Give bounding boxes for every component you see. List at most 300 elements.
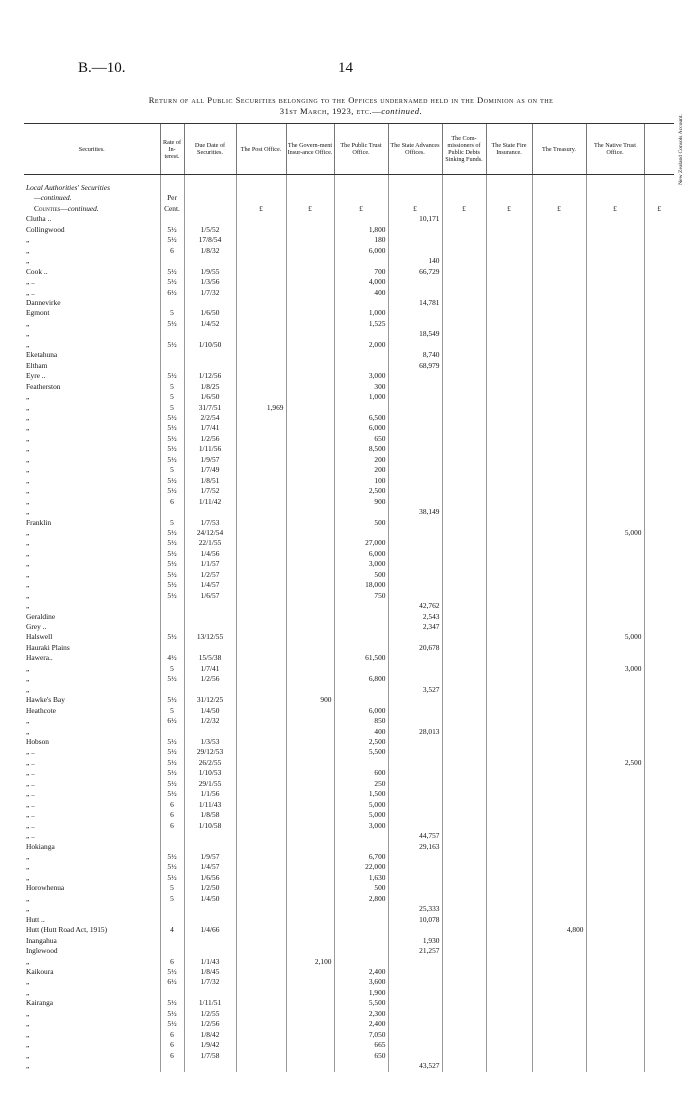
- cell-security: „: [26, 674, 30, 684]
- cell-treasury: [532, 476, 586, 486]
- cell-sinking-funds: [442, 497, 486, 507]
- cell-native-trust: [586, 904, 644, 914]
- cell-public-trust: 400: [334, 288, 388, 298]
- cell-public-trust: 3,000: [334, 371, 388, 381]
- cell-consols: [644, 350, 674, 360]
- cell-security: Inglewood: [26, 946, 58, 956]
- cell-state-fire: [486, 842, 532, 852]
- cell-sinking-funds: [442, 1030, 486, 1040]
- cell-post-office: [236, 434, 286, 444]
- cell-rate: [160, 622, 184, 632]
- table-row: [24, 225, 674, 235]
- cell-state-advances: [388, 988, 442, 998]
- cell-public-trust: 650: [334, 434, 388, 444]
- table-row: [24, 319, 674, 329]
- cell-state-fire: [486, 298, 532, 308]
- cell-treasury: [532, 528, 586, 538]
- table-row: [24, 967, 674, 977]
- cell-security: „: [26, 977, 30, 987]
- cell-security: „: [26, 1019, 30, 1029]
- cell-consols: [644, 601, 674, 611]
- cell-post-office: [236, 392, 286, 402]
- table-row: [24, 361, 674, 371]
- cell-consols: [644, 497, 674, 507]
- cell-security: „ ..: [26, 789, 35, 799]
- cell-state-advances: [388, 957, 442, 967]
- cell-public-trust: [334, 904, 388, 914]
- table-row: [24, 329, 674, 339]
- cell-security: Hauraki Plains: [26, 642, 70, 652]
- cell-state-fire: [486, 925, 532, 935]
- table-row: [24, 465, 674, 475]
- cell-state-fire: [486, 737, 532, 747]
- cell-native-trust: [586, 601, 644, 611]
- cell-consols: [644, 308, 674, 318]
- cell-consols: [644, 653, 674, 663]
- cell-state-advances: [388, 1040, 442, 1050]
- cell-govt-insurance: [286, 800, 334, 810]
- cell-treasury: [532, 779, 586, 789]
- cell-native-trust: [586, 977, 644, 987]
- cell-sinking-funds: [442, 580, 486, 590]
- cell-security: Collingwood: [26, 224, 65, 234]
- cell-security: Eltham: [26, 360, 48, 370]
- cell-state-advances: [388, 570, 442, 580]
- cell-govt-insurance: [286, 277, 334, 287]
- cell-rate: 5½: [160, 695, 184, 705]
- cell-state-fire: [486, 1030, 532, 1040]
- cell-due-date: [184, 361, 236, 371]
- cell-rate: 5½: [160, 413, 184, 423]
- cell-native-trust: [586, 1019, 644, 1029]
- cell-sinking-funds: [442, 789, 486, 799]
- cell-govt-insurance: [286, 538, 334, 548]
- cell-consols: [644, 789, 674, 799]
- cell-rate: 5½: [160, 852, 184, 862]
- cell-treasury: [532, 225, 586, 235]
- cell-security: „: [26, 507, 30, 517]
- cell-post-office: [236, 768, 286, 778]
- cell-due-date: [184, 936, 236, 946]
- cell-state-advances: [388, 382, 442, 392]
- cell-rate: 5½: [160, 873, 184, 883]
- cell-due-date: 1/2/32: [184, 716, 236, 726]
- cell-due-date: 1/8/45: [184, 967, 236, 977]
- cell-treasury: [532, 434, 586, 444]
- cell-treasury: [532, 361, 586, 371]
- cell-due-date: [184, 256, 236, 266]
- cell-rate: 6½: [160, 977, 184, 987]
- cell-sinking-funds: [442, 403, 486, 413]
- cell-govt-insurance: [286, 225, 334, 235]
- cell-security: „: [26, 339, 30, 349]
- cell-public-trust: 6,000: [334, 423, 388, 433]
- cell-native-trust: [586, 883, 644, 893]
- cell-treasury: [532, 497, 586, 507]
- table-row: [24, 1030, 674, 1040]
- cell-security: Featherston: [26, 381, 61, 391]
- cell-post-office: [236, 925, 286, 935]
- cell-public-trust: 1,500: [334, 789, 388, 799]
- cell-security: „: [26, 412, 30, 422]
- subheading-continued: continued.: [67, 203, 99, 213]
- cell-public-trust: [334, 1061, 388, 1071]
- cell-due-date: 1/7/41: [184, 423, 236, 433]
- cell-state-fire: [486, 434, 532, 444]
- cell-consols: [644, 1061, 674, 1071]
- cell-native-trust: [586, 267, 644, 277]
- cell-state-advances: [388, 288, 442, 298]
- cell-treasury: [532, 1019, 586, 1029]
- cell-rate: [160, 612, 184, 622]
- cell-treasury: [532, 612, 586, 622]
- cell-post-office: [236, 256, 286, 266]
- table-row: [24, 538, 674, 548]
- col-header-rate: Rate of In-terest.: [160, 124, 184, 175]
- cell-state-advances: [388, 758, 442, 768]
- cell-due-date: 1/7/32: [184, 288, 236, 298]
- cell-sinking-funds: [442, 852, 486, 862]
- cell-native-trust: [586, 225, 644, 235]
- cell-post-office: [236, 340, 286, 350]
- cell-rate: 5½: [160, 967, 184, 977]
- table-row: [24, 862, 674, 872]
- cell-security: „: [26, 444, 30, 454]
- cell-rate: 5: [160, 382, 184, 392]
- col-header-state-advances: The State Advances Offices.: [388, 124, 442, 175]
- cell-state-fire: [486, 570, 532, 580]
- cell-public-trust: [334, 298, 388, 308]
- cell-sinking-funds: [442, 622, 486, 632]
- cell-public-trust: 2,500: [334, 486, 388, 496]
- cell-govt-insurance: [286, 288, 334, 298]
- cell-state-advances: 21,257: [388, 946, 442, 956]
- cell-state-fire: [486, 967, 532, 977]
- cell-public-trust: 300: [334, 382, 388, 392]
- cell-native-trust: [586, 538, 644, 548]
- table-row: [24, 800, 674, 810]
- table-row: [24, 632, 674, 642]
- cell-state-fire: [486, 852, 532, 862]
- cell-state-advances: [388, 800, 442, 810]
- cell-due-date: 1/7/53: [184, 518, 236, 528]
- cell-sinking-funds: [442, 1009, 486, 1019]
- cell-due-date: 31/7/51: [184, 403, 236, 413]
- cell-due-date: 22/1/55: [184, 538, 236, 548]
- cell-treasury: [532, 267, 586, 277]
- cell-treasury: [532, 455, 586, 465]
- cell-state-fire: [486, 601, 532, 611]
- cell-due-date: 1/3/56: [184, 277, 236, 287]
- cell-treasury: [532, 382, 586, 392]
- cell-consols: [644, 1009, 674, 1019]
- cell-due-date: 1/7/32: [184, 977, 236, 987]
- cell-sinking-funds: [442, 570, 486, 580]
- cell-native-trust: [586, 455, 644, 465]
- cell-state-advances: [388, 277, 442, 287]
- cell-treasury: [532, 507, 586, 517]
- cell-consols: [644, 559, 674, 569]
- cell-govt-insurance: [286, 789, 334, 799]
- cell-consols: [644, 403, 674, 413]
- cell-security: „: [26, 684, 30, 694]
- cell-state-fire: [486, 235, 532, 245]
- cell-native-trust: [586, 423, 644, 433]
- cell-state-fire: [486, 779, 532, 789]
- cell-state-fire: [486, 423, 532, 433]
- table-row: [24, 852, 674, 862]
- cell-consols: [644, 361, 674, 371]
- cell-security: „: [26, 580, 30, 590]
- cell-rate: 5½: [160, 423, 184, 433]
- table-row: [24, 883, 674, 893]
- currency-symbol: £: [532, 204, 586, 214]
- cell-treasury: [532, 716, 586, 726]
- table-row: [24, 570, 674, 580]
- cell-post-office: [236, 329, 286, 339]
- cell-security: „ ..: [26, 810, 35, 820]
- cell-consols: [644, 998, 674, 1008]
- cell-govt-insurance: [286, 842, 334, 852]
- cell-native-trust: [586, 288, 644, 298]
- cell-govt-insurance: [286, 528, 334, 538]
- cell-rate: 5: [160, 894, 184, 904]
- cell-state-advances: [388, 789, 442, 799]
- cell-sinking-funds: [442, 831, 486, 841]
- cell-due-date: 1/4/52: [184, 319, 236, 329]
- table-row: [24, 622, 674, 632]
- cell-public-trust: 6,700: [334, 852, 388, 862]
- cell-state-fire: [486, 455, 532, 465]
- cell-state-advances: [388, 653, 442, 663]
- cell-consols: [644, 810, 674, 820]
- cell-due-date: 1/4/57: [184, 862, 236, 872]
- cell-due-date: 1/7/52: [184, 486, 236, 496]
- cell-rate: [160, 842, 184, 852]
- cell-public-trust: 400: [334, 727, 388, 737]
- cell-sinking-funds: [442, 674, 486, 684]
- cell-state-fire: [486, 800, 532, 810]
- table-row: [24, 413, 674, 423]
- cell-treasury: [532, 632, 586, 642]
- table-row: [24, 957, 674, 967]
- cell-public-trust: [334, 831, 388, 841]
- table-row: [24, 371, 674, 381]
- section-heading-row-2: [24, 193, 674, 203]
- cell-sinking-funds: [442, 842, 486, 852]
- cell-consols: [644, 1030, 674, 1040]
- section-heading-row: [24, 183, 674, 193]
- cell-security: „: [26, 486, 30, 496]
- cell-rate: [160, 727, 184, 737]
- cell-sinking-funds: [442, 695, 486, 705]
- cell-due-date: [184, 643, 236, 653]
- cell-due-date: [184, 946, 236, 956]
- cell-govt-insurance: [286, 518, 334, 528]
- cell-post-office: [236, 967, 286, 977]
- cell-post-office: [236, 308, 286, 318]
- cell-rate: 5½: [160, 789, 184, 799]
- cell-treasury: [532, 727, 586, 737]
- cell-treasury: [532, 800, 586, 810]
- cell-rate: [160, 350, 184, 360]
- cell-post-office: [236, 674, 286, 684]
- cell-native-trust: 2,500: [586, 758, 644, 768]
- cell-rate: [160, 361, 184, 371]
- cell-consols: [644, 507, 674, 517]
- cell-state-fire: [486, 486, 532, 496]
- cell-state-advances: [388, 319, 442, 329]
- cell-native-trust: [586, 329, 644, 339]
- cell-public-trust: 850: [334, 716, 388, 726]
- cell-native-trust: [586, 497, 644, 507]
- cell-govt-insurance: [286, 507, 334, 517]
- cell-security: Heathcote: [26, 705, 56, 715]
- cell-state-fire: [486, 915, 532, 925]
- cell-sinking-funds: [442, 225, 486, 235]
- cell-sinking-funds: [442, 977, 486, 987]
- cell-post-office: [236, 1051, 286, 1061]
- table-row: [24, 747, 674, 757]
- cell-treasury: [532, 1030, 586, 1040]
- table-row: [24, 308, 674, 318]
- cell-consols: [644, 423, 674, 433]
- cell-public-trust: [334, 403, 388, 413]
- cell-public-trust: 61,500: [334, 653, 388, 663]
- cell-consols: [644, 706, 674, 716]
- cell-state-advances: 8,740: [388, 350, 442, 360]
- cell-consols: [644, 1040, 674, 1050]
- cell-post-office: [236, 538, 286, 548]
- cell-state-fire: [486, 883, 532, 893]
- col-header-public-trust: The Public Trust Office.: [334, 124, 388, 175]
- cell-native-trust: [586, 235, 644, 245]
- cell-rate: 5½: [160, 674, 184, 684]
- cell-public-trust: [334, 622, 388, 632]
- table-row: [24, 842, 674, 852]
- cell-treasury: [532, 622, 586, 632]
- col-header-treasury: The Treasury.: [532, 124, 586, 175]
- cell-consols: [644, 340, 674, 350]
- cell-post-office: [236, 622, 286, 632]
- cell-post-office: [236, 685, 286, 695]
- table-row: [24, 434, 674, 444]
- cell-state-fire: [486, 664, 532, 674]
- cell-consols: [644, 852, 674, 862]
- cell-due-date: 1/1/43: [184, 957, 236, 967]
- cell-security: „ ..: [26, 287, 35, 297]
- cell-sinking-funds: [442, 455, 486, 465]
- cell-treasury: [532, 518, 586, 528]
- cell-govt-insurance: [286, 350, 334, 360]
- cell-rate: [160, 915, 184, 925]
- cell-native-trust: [586, 612, 644, 622]
- cell-security: „: [26, 590, 30, 600]
- cell-rate: 5½: [160, 768, 184, 778]
- table-header: [24, 113, 684, 185]
- cell-public-trust: 6,800: [334, 674, 388, 684]
- cell-treasury: [532, 842, 586, 852]
- table-row: [24, 392, 674, 402]
- cell-due-date: 1/11/42: [184, 497, 236, 507]
- cell-public-trust: 6,000: [334, 246, 388, 256]
- cell-treasury: [532, 904, 586, 914]
- cell-public-trust: 2,000: [334, 340, 388, 350]
- cell-consols: [644, 967, 674, 977]
- cell-security: „ ..: [26, 799, 35, 809]
- cell-rate: [160, 685, 184, 695]
- cell-security: „: [26, 496, 30, 506]
- cell-consols: [644, 716, 674, 726]
- cell-native-trust: 5,000: [586, 632, 644, 642]
- cell-security: „: [26, 329, 30, 339]
- table-row: [24, 214, 674, 224]
- cell-govt-insurance: [286, 810, 334, 820]
- cell-rate: 5½: [160, 528, 184, 538]
- cell-security: „: [26, 862, 30, 872]
- cell-consols: [644, 455, 674, 465]
- cell-sinking-funds: [442, 1040, 486, 1050]
- cell-sinking-funds: [442, 267, 486, 277]
- cell-treasury: [532, 967, 586, 977]
- cell-post-office: [236, 559, 286, 569]
- cell-treasury: [532, 413, 586, 423]
- cell-security: Kairanga: [26, 998, 54, 1008]
- cell-due-date: 15/5/38: [184, 653, 236, 663]
- cell-consols: [644, 518, 674, 528]
- cell-state-fire: [486, 319, 532, 329]
- cell-due-date: 1/4/50: [184, 894, 236, 904]
- cell-rate: [160, 298, 184, 308]
- cell-state-fire: [486, 1061, 532, 1071]
- cell-due-date: 1/10/53: [184, 768, 236, 778]
- currency-symbol: £: [442, 204, 486, 214]
- cell-treasury: [532, 329, 586, 339]
- cell-state-advances: [388, 810, 442, 820]
- cell-native-trust: [586, 768, 644, 778]
- cell-post-office: [236, 936, 286, 946]
- cell-sinking-funds: [442, 465, 486, 475]
- cell-security: „ ..: [26, 831, 35, 841]
- cell-public-trust: [334, 350, 388, 360]
- cell-sinking-funds: [442, 476, 486, 486]
- cell-security: Egmont: [26, 308, 50, 318]
- cell-public-trust: [334, 758, 388, 768]
- cell-treasury: [532, 549, 586, 559]
- cell-public-trust: [334, 256, 388, 266]
- table-row: [24, 695, 674, 705]
- col-header-sinking-funds: The Com-missioners of Public Debts Sinking Funds.: [442, 124, 486, 175]
- cell-due-date: [184, 350, 236, 360]
- cell-state-fire: [486, 538, 532, 548]
- cell-state-advances: [388, 455, 442, 465]
- cell-sinking-funds: [442, 423, 486, 433]
- cell-post-office: [236, 946, 286, 956]
- cell-govt-insurance: [286, 591, 334, 601]
- currency-symbol: £: [388, 204, 442, 214]
- cell-public-trust: 5,500: [334, 998, 388, 1008]
- cell-sinking-funds: [442, 925, 486, 935]
- table-row: [24, 591, 674, 601]
- cell-due-date: 1/9/55: [184, 267, 236, 277]
- cell-state-fire: [486, 392, 532, 402]
- cell-public-trust: 500: [334, 883, 388, 893]
- cell-state-fire: [486, 789, 532, 799]
- table-row: [24, 612, 674, 622]
- cell-state-advances: [388, 225, 442, 235]
- cell-security: „: [26, 601, 30, 611]
- cell-sinking-funds: [442, 716, 486, 726]
